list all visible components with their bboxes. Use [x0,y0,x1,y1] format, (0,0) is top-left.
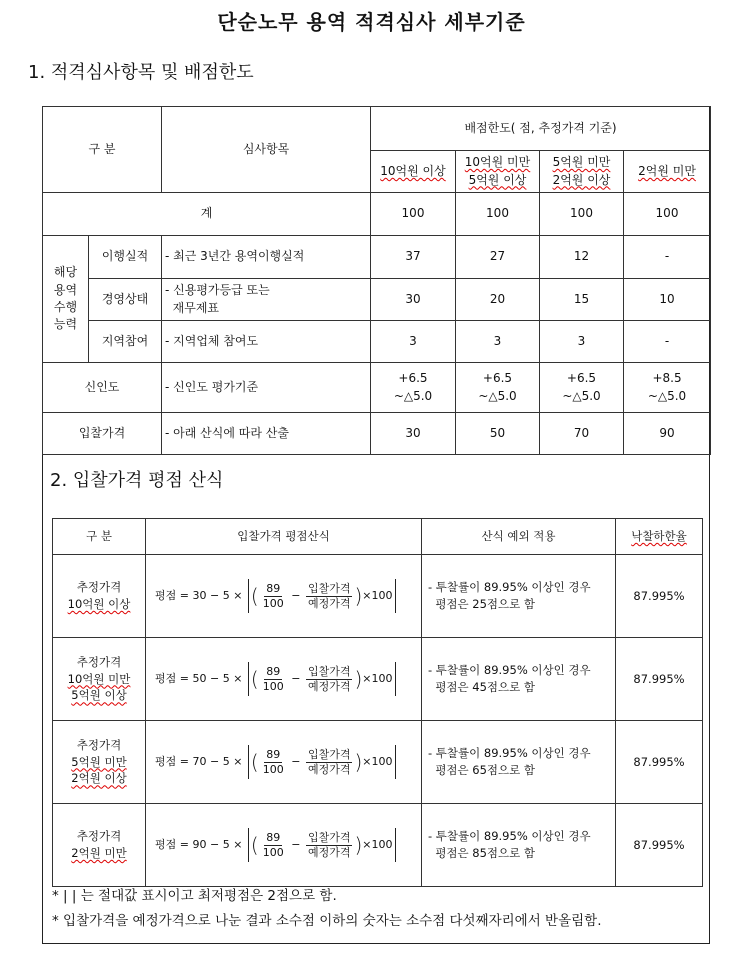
capability-item: - 신용평가등급 또는 재무제표 [162,279,371,321]
formula-min-rate: 87.995% [616,555,703,638]
bid-price-label: 입찰가격 [43,413,162,455]
formula-min-rate: 87.995% [616,721,703,804]
formula-min-rate: 87.995% [616,804,703,887]
page-title: 단순노무 용역 적격심사 세부기준 [217,10,526,34]
header-formula: 입찰가격 평점산식 [146,519,422,555]
formula-table [52,518,703,887]
bid-price-value: 90 [624,413,711,455]
total-label: 계 [43,193,371,236]
header-score-limit: 배점한도( 점, 추정가격 기준) [371,107,711,151]
credibility-value: +6.5 ~△5.0 [456,363,540,413]
formula-cell: 평점 = 30 − 5 × ( $\frac{89}{100}$ − $\frac{\text{입찰가격}}{\text{예정가격}}$ ) × 100 [146,555,422,638]
formula-division: 추정가격 5억원 미만 2억원 이상 [53,721,146,804]
capability-item: - 지역업체 참여도 [162,321,371,363]
credibility-value: +8.5 ~△5.0 [624,363,711,413]
formula-row [53,804,703,887]
footnote: * | | 는 절대값 표시이고 최저평점은 2점으로 함. [52,888,337,904]
total-value: 100 [624,193,711,236]
score-value: 10 [624,279,711,321]
footnote: * 입찰가격을 예정가격으로 나눈 결과 소수점 이하의 숫자는 소수점 다섯째자리에서 반올림함. [52,913,602,929]
section2-heading: 2. 입찰가격 평점 산식 [50,470,224,491]
total-value: 100 [371,193,456,236]
formula-row [53,721,703,804]
capability-group-label: 해당 용역 수행 능력 [43,236,89,363]
bid-price-value: 30 [371,413,456,455]
score-value: 30 [371,279,456,321]
formula-cell: 평점 = 70 − 5 × ( $\frac{89}{100}$ − $\frac{\text{입찰가격}}{\text{예정가격}}$ ) × 100 [146,721,422,804]
bid-price-item: - 아래 산식에 따라 산출 [162,413,371,455]
bid-price-value: 70 [540,413,624,455]
credibility-label: 신인도 [43,363,162,413]
score-value: 27 [456,236,540,279]
capability-sub-label: 지역참여 [89,321,162,363]
score-value: 37 [371,236,456,279]
score-value: - [624,321,711,363]
total-value: 100 [456,193,540,236]
header-division: 구 분 [43,107,162,193]
formula-row [53,638,703,721]
capability-sub-label: 이행실적 [89,236,162,279]
header-tier: 10억원 미만 5억원 이상 [456,151,540,193]
capability-sub-label: 경영상태 [89,279,162,321]
formula-cell: 평점 = 90 − 5 × ( $\frac{89}{100}$ − $\frac{\text{입찰가격}}{\text{예정가격}}$ ) × 100 [146,804,422,887]
section1-heading: 1. 적격심사항목 및 배점한도 [28,62,254,83]
credibility-item: - 신인도 평가기준 [162,363,371,413]
formula-exception: - 투찰률이 89.95% 이상인 경우 평점은 45점으로 함 [422,638,616,721]
header-exception: 산식 예외 적용 [422,519,616,555]
formula-min-rate: 87.995% [616,638,703,721]
score-value: 15 [540,279,624,321]
score-value: 3 [456,321,540,363]
credibility-value: +6.5 ~△5.0 [371,363,456,413]
formula-division: 추정가격 10억원 미만 5억원 이상 [53,638,146,721]
header-item: 심사항목 [162,107,371,193]
score-value: 20 [456,279,540,321]
header-division: 구 분 [53,519,146,555]
total-value: 100 [540,193,624,236]
header-tier: 10억원 이상 [371,151,456,193]
credibility-value: +6.5 ~△5.0 [540,363,624,413]
header-tier: 2억원 미만 [624,151,711,193]
header-tier: 5억원 미만 2억원 이상 [540,151,624,193]
score-value: 12 [540,236,624,279]
formula-cell: 평점 = 50 − 5 × ( $\frac{89}{100}$ − $\frac{\text{입찰가격}}{\text{예정가격}}$ ) × 100 [146,638,422,721]
score-value: 3 [371,321,456,363]
capability-item: - 최근 3년간 용역이행실적 [162,236,371,279]
header-min-rate: 낙찰하한율 [616,519,703,555]
formula-exception: - 투찰률이 89.95% 이상인 경우 평점은 65점으로 함 [422,721,616,804]
formula-exception: - 투찰률이 89.95% 이상인 경우 평점은 85점으로 함 [422,804,616,887]
criteria-table [42,106,711,455]
score-value: - [624,236,711,279]
bid-price-value: 50 [456,413,540,455]
formula-division: 추정가격 2억원 미만 [53,804,146,887]
score-value: 3 [540,321,624,363]
formula-exception: - 투찰률이 89.95% 이상인 경우 평점은 25점으로 함 [422,555,616,638]
formula-division: 추정가격 10억원 이상 [53,555,146,638]
formula-row [53,555,703,638]
